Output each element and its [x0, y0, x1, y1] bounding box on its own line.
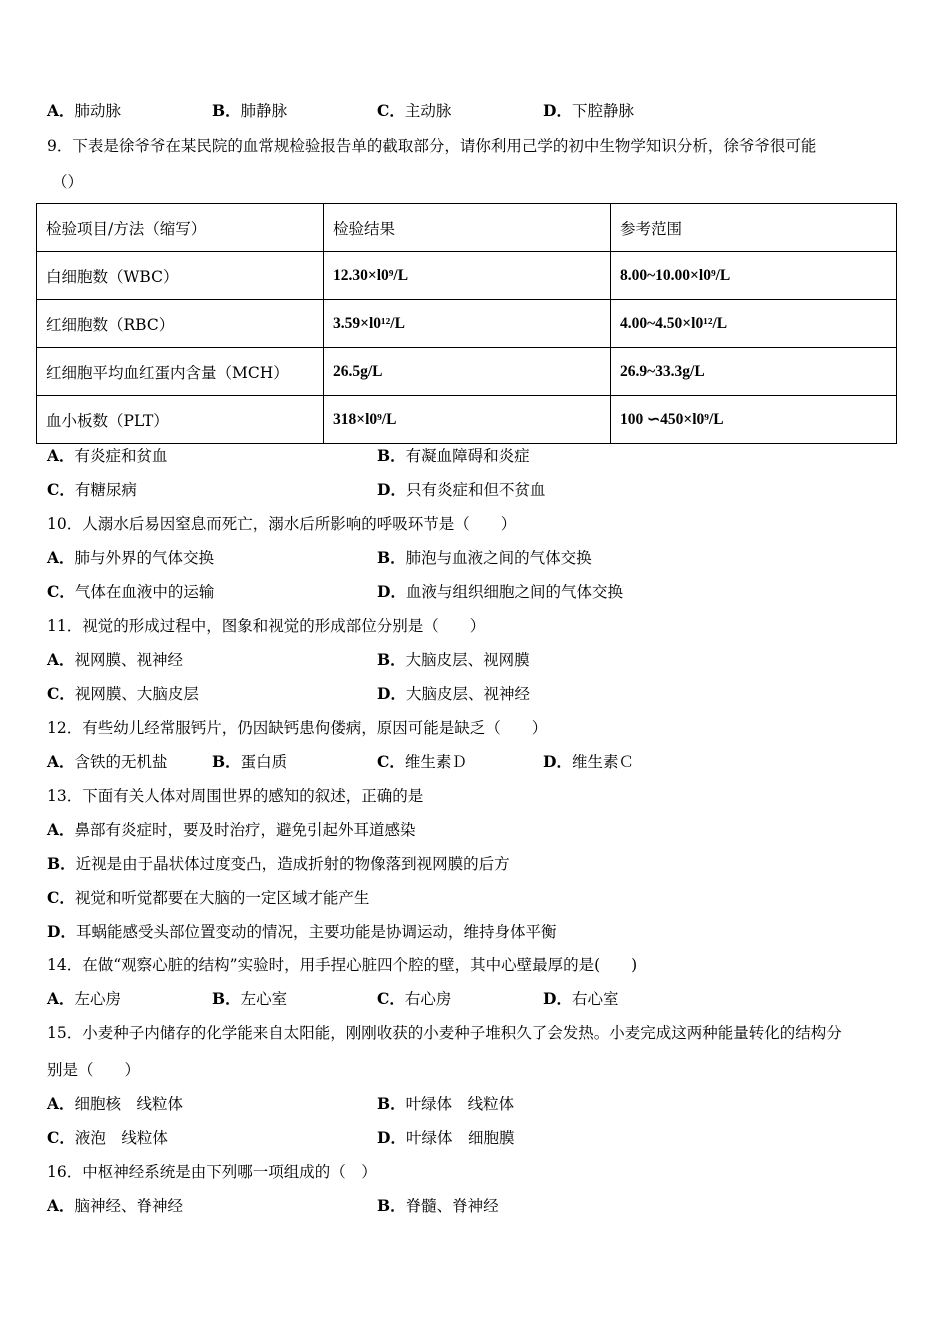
q10-option-b: B．肺泡与血液之间的气体交换: [377, 548, 592, 567]
q11-option-a: A．视网膜、视神经: [47, 650, 184, 669]
q10-option-c: C．气体在血液中的运输: [47, 582, 215, 601]
q9-option-d: D．只有炎症和但不贫血: [377, 480, 546, 499]
q10-option-a: A．肺与外界的气体交换: [47, 548, 215, 567]
q8-option-b: B．肺静脉: [212, 101, 288, 120]
q16-option-a: A．脑神经、脊神经: [47, 1196, 184, 1215]
table-header: 参考范围: [611, 204, 897, 252]
table-cell: 100 ∽450×l0⁹/L: [611, 396, 897, 444]
q16-stem: 16．中枢神经系统是由下列哪一项组成的（ ）: [47, 1163, 377, 1181]
q15-stem-line2: 别是（ ）: [47, 1061, 141, 1079]
q15-stem-line1: 15．小麦种子内储存的化学能来自太阳能，刚刚收获的小麦种子堆积久了会发热。小麦完成这两种能量转化的结构分: [47, 1024, 842, 1042]
blood-test-table: [36, 203, 897, 444]
q12-option-b: B．蛋白质: [212, 752, 288, 771]
q13-option-a: A．鼻部有炎症时，要及时治疗，避免引起外耳道感染: [47, 820, 416, 839]
q8-option-d: D．下腔静脉: [543, 101, 634, 120]
q14-option-b: B．左心室: [212, 989, 288, 1008]
table-header: 检验结果: [324, 204, 611, 252]
q14-stem: 14．在做“观察心脏的结构”实验时，用手捏心脏四个腔的壁，其中心壁最厚的是( ): [47, 956, 638, 974]
table-row: [37, 396, 897, 444]
q16-option-b: B．脊髓、脊神经: [377, 1196, 499, 1215]
q9-option-b: B．有凝血障碍和炎症: [377, 446, 530, 465]
q13-option-c: C．视觉和听觉都要在大脑的一定区域才能产生: [47, 888, 370, 907]
table-cell: 3.59×l0¹²/L: [324, 300, 611, 348]
q14-option-c: C．右心房: [377, 989, 452, 1008]
q14-option-a: A．左心房: [47, 989, 122, 1008]
q8-option-a: A．肺动脉: [47, 101, 122, 120]
q9-option-c: C．有糖尿病: [47, 480, 137, 499]
q15-option-d: D．叶绿体 细胞膜: [377, 1128, 515, 1147]
q9-option-a: A．有炎症和贫血: [47, 446, 168, 465]
table-header: 检验项目/方法（缩写）: [37, 204, 324, 252]
table-cell: 红细胞数（RBC）: [37, 300, 324, 348]
q10-option-d: D．血液与组织细胞之间的气体交换: [377, 582, 623, 601]
q13-option-d: D．耳蜗能感受头部位置变动的情况，主要功能是协调运动，维持身体平衡: [47, 922, 557, 941]
q14-option-d: D．右心室: [543, 989, 619, 1008]
table-cell: 血小板数（PLT）: [37, 396, 324, 444]
q9-stem-line1: 9．下表是徐爷爷在某民院的血常规检验报告单的截取部分，请你利用己学的初中生物学知识分析，徐爷爷很可能: [47, 137, 817, 155]
table-cell: 318×l0⁹/L: [324, 396, 611, 444]
q11-option-d: D．大脑皮层、视神经: [377, 684, 530, 703]
q10-stem: 10．人溺水后易因窒息而死亡，溺水后所影响的呼吸环节是（ ）: [47, 515, 517, 533]
q12-option-a: A．含铁的无机盐: [47, 752, 168, 771]
q11-option-b: B．大脑皮层、视网膜: [377, 650, 530, 669]
table-header-row: [37, 204, 897, 252]
q12-stem: 12．有些幼儿经常服钙片，仍因缺钙患佝偻病，原因可能是缺乏（ ）: [47, 719, 548, 737]
q12-option-c: C．维生素Ｄ: [377, 752, 467, 771]
q11-stem: 11．视觉的形成过程中，图象和视觉的形成部位分别是（ ）: [47, 617, 486, 635]
q11-option-c: C．视网膜、大脑皮层: [47, 684, 199, 703]
q9-stem-line2: （）: [52, 173, 84, 191]
q8-option-c: C．主动脉: [377, 101, 452, 120]
table-row: [37, 252, 897, 300]
table-cell: 红细胞平均血红蛋内含量（MCH）: [37, 348, 324, 396]
table-row: [37, 300, 897, 348]
table-cell: 8.00~10.00×l0⁹/L: [611, 252, 897, 300]
q15-option-b: B．叶绿体 线粒体: [377, 1094, 515, 1113]
q13-option-b: B．近视是由于晶状体过度变凸，造成折射的物像落到视网膜的后方: [47, 854, 510, 873]
q15-option-c: C．液泡 线粒体: [47, 1128, 168, 1147]
table-cell: 白细胞数（WBC）: [37, 252, 324, 300]
q15-option-a: A．细胞核 线粒体: [47, 1094, 184, 1113]
table-cell: 12.30×l0⁹/L: [324, 252, 611, 300]
table-cell: 4.00~4.50×l0¹²/L: [611, 300, 897, 348]
table-cell: 26.5g/L: [324, 348, 611, 396]
table-cell: 26.9~33.3g/L: [611, 348, 897, 396]
q13-stem: 13．下面有关人体对周围世界的感知的叙述，正确的是: [47, 787, 424, 805]
q12-option-d: D．维生素Ｃ: [543, 752, 634, 771]
table-row: [37, 348, 897, 396]
